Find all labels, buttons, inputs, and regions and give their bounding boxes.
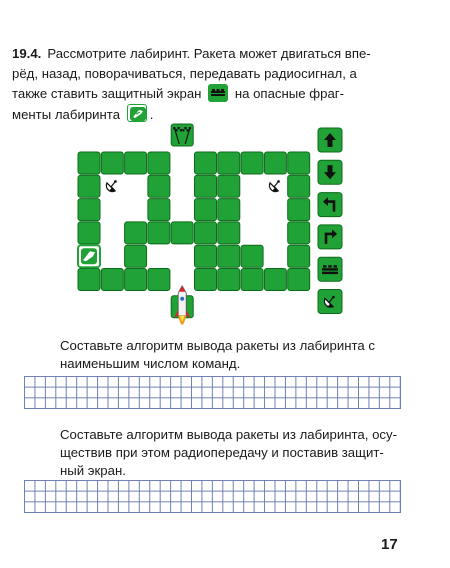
page-number: 17 <box>381 536 398 553</box>
maze-cell <box>148 152 170 174</box>
maze-cell <box>288 175 310 197</box>
maze-cell <box>171 222 193 244</box>
maze-cell <box>78 222 100 244</box>
answer-grid-1[interactable] <box>24 376 401 409</box>
task-line-3: также ставить защитный экран на опасные фраг- <box>12 86 344 101</box>
maze-cell <box>125 152 147 174</box>
rocket-icon <box>171 286 193 325</box>
dangerous-fragment-icon <box>78 245 100 267</box>
task-line-4: менты лабиринта . <box>12 104 408 125</box>
maze-cell <box>218 152 240 174</box>
maze-cell <box>101 269 123 291</box>
satellite-dish-icon <box>269 180 279 191</box>
answer-grid-2[interactable] <box>24 480 401 513</box>
task-number: 19.4. <box>12 46 42 61</box>
maze-cell <box>218 245 240 267</box>
question-2: Составьте алгоритм вывода ракеты из лабиринта, осу- ществив при этом радиопередачу и поставив защит- ный экран. <box>60 427 397 478</box>
maze-cell <box>78 175 100 197</box>
maze-cell <box>218 269 240 291</box>
maze-cell <box>288 222 310 244</box>
maze-cell <box>195 269 217 291</box>
maze-cell <box>195 199 217 221</box>
task-line-1: 19.4. Рассмотрите лабиринт. Ракета может двигаться впе- <box>12 46 371 61</box>
maze-cell <box>218 199 240 221</box>
finish-flag-icon <box>171 124 193 146</box>
forward-command-button[interactable] <box>318 128 342 152</box>
satellite-dish-icon <box>106 180 116 191</box>
maze-cell <box>288 152 310 174</box>
maze-cell <box>218 222 240 244</box>
maze-cell <box>101 152 123 174</box>
maze-cell <box>78 199 100 221</box>
turn-left-command-button[interactable] <box>318 193 342 217</box>
maze-cell <box>148 199 170 221</box>
maze-cell <box>195 222 217 244</box>
maze-cell <box>195 175 217 197</box>
maze-cell <box>125 222 147 244</box>
turn-right-command-button[interactable] <box>318 225 342 249</box>
maze-cell <box>264 152 286 174</box>
maze-cell <box>288 199 310 221</box>
maze-cell <box>241 245 263 267</box>
maze-cell <box>195 245 217 267</box>
maze-cell <box>78 152 100 174</box>
maze-cell <box>125 245 147 267</box>
maze-cell <box>148 222 170 244</box>
maze-cell <box>148 175 170 197</box>
maze-cell <box>78 269 100 291</box>
maze-cell <box>195 152 217 174</box>
maze-cell <box>125 269 147 291</box>
task-line-2: рёд, назад, поворачиваться, передавать радиосигнал, а <box>12 66 357 81</box>
maze-cell <box>241 269 263 291</box>
maze-cell <box>288 245 310 267</box>
maze-cell <box>264 269 286 291</box>
backward-command-button[interactable] <box>318 160 342 184</box>
radio-command-button[interactable] <box>318 290 342 314</box>
maze-cell <box>241 152 263 174</box>
maze-cell <box>288 269 310 291</box>
maze-cell <box>148 269 170 291</box>
shield-command-button[interactable] <box>318 257 342 281</box>
maze-cell <box>218 175 240 197</box>
shield-screen-icon <box>322 265 338 274</box>
question-1: Составьте алгоритм вывода ракеты из лабиринта с наименьшим числом команд. <box>60 338 376 371</box>
